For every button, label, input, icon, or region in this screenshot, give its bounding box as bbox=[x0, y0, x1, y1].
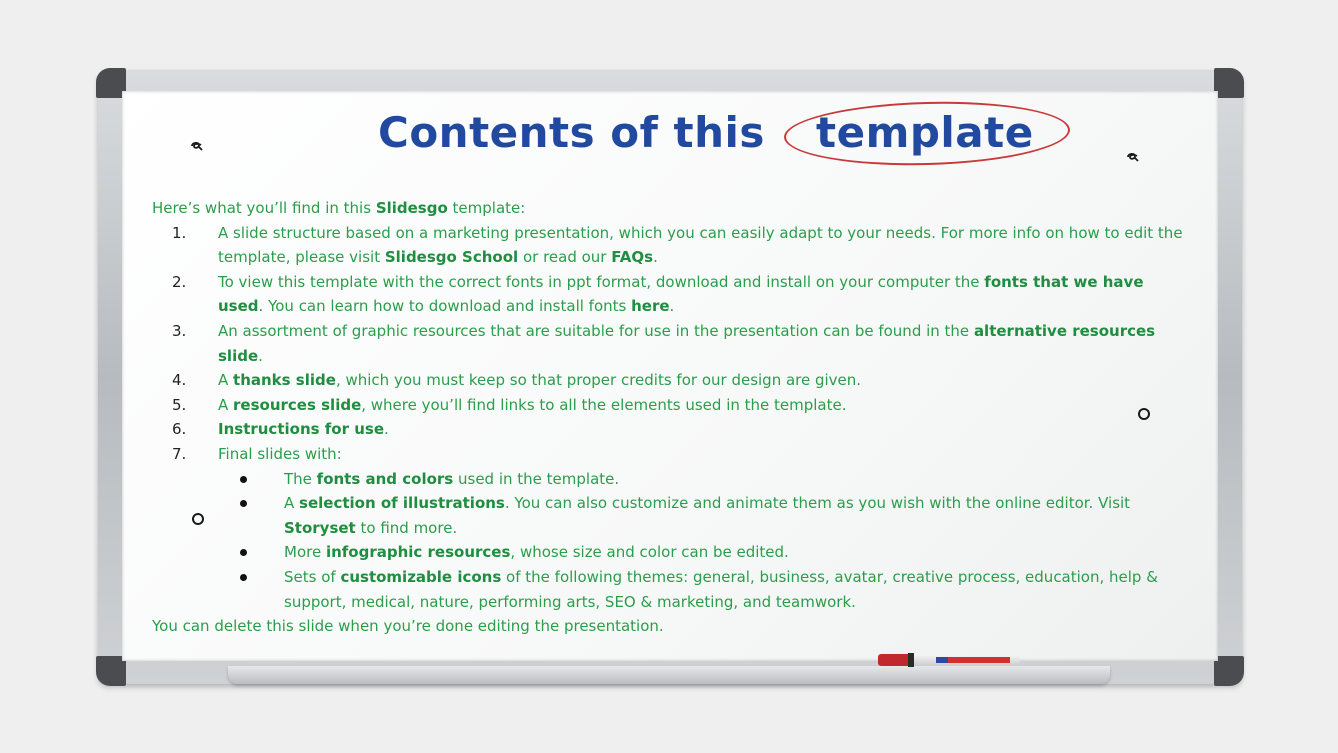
list-item bbox=[152, 417, 1192, 442]
text: . bbox=[258, 346, 263, 365]
text: . You can learn how to download and install fonts bbox=[258, 297, 632, 316]
sub-list-item bbox=[218, 491, 1192, 540]
outro-text: You can delete this slide when you’re done editing the presentation. bbox=[152, 617, 664, 636]
list-item-number: 2. bbox=[172, 272, 187, 291]
list-item-number: 6. bbox=[172, 420, 187, 439]
title-highlight bbox=[786, 108, 1064, 157]
list-item bbox=[152, 393, 1192, 418]
text: A bbox=[218, 371, 234, 390]
text: of the following themes: general, business, avatar, creative process, education, help & support, medical, nature, performing arts, SEO & marketing, and teamwork. bbox=[284, 567, 1158, 611]
title-highlight-text: template bbox=[816, 108, 1034, 157]
intro-after: template: bbox=[447, 199, 526, 217]
bullet-icon bbox=[240, 574, 247, 581]
intro-before: Here’s what you’ll find in this bbox=[152, 199, 376, 217]
bold-text[interactable]: alternative resources slide bbox=[218, 321, 1156, 365]
bold-text[interactable]: resources slide bbox=[233, 395, 362, 414]
text: , whose size and color can be edited. bbox=[510, 543, 789, 562]
bold-text[interactable]: infographic resources bbox=[325, 543, 511, 562]
list-item bbox=[152, 221, 1192, 270]
bullet-icon bbox=[240, 476, 247, 483]
list-item bbox=[152, 368, 1192, 393]
text: . bbox=[384, 420, 389, 439]
text: To view this template with the correct fonts in ppt format, download and install on your computer the bbox=[218, 272, 985, 291]
bold-text[interactable]: fonts that we have used bbox=[218, 272, 1144, 316]
bold-text[interactable]: customizable icons bbox=[340, 567, 502, 586]
bullet-icon bbox=[240, 500, 247, 507]
list-item bbox=[152, 319, 1192, 368]
intro-brand: Slidesgo bbox=[375, 199, 448, 217]
text: used in the template. bbox=[453, 469, 620, 488]
bullet-icon bbox=[240, 549, 247, 556]
text: A bbox=[218, 395, 234, 414]
sub-list-item bbox=[218, 565, 1192, 614]
text: , where you’ll find links to all the elements used in the template. bbox=[361, 395, 847, 414]
text: . You can also customize and animate them as you wish with the online editor. Visit bbox=[504, 494, 1131, 513]
page-title bbox=[378, 108, 1034, 168]
text: or read our bbox=[518, 248, 612, 267]
sub-list bbox=[218, 467, 1192, 615]
list-item-number: 7. bbox=[172, 444, 187, 463]
whiteboard-tray bbox=[228, 666, 1110, 684]
bold-text[interactable]: Instructions for use bbox=[218, 420, 385, 439]
intro-text bbox=[152, 196, 1192, 221]
bold-text[interactable]: selection of illustrations bbox=[299, 494, 505, 513]
bold-text[interactable]: FAQs bbox=[611, 248, 654, 267]
bold-text[interactable]: Slidesgo School bbox=[384, 248, 519, 267]
text: An assortment of graphic resources that are suitable for use in the presentation can be found in the bbox=[218, 321, 974, 340]
frame-corner bbox=[1214, 656, 1244, 686]
text: More bbox=[284, 543, 326, 562]
text: The bbox=[284, 469, 317, 488]
sub-list-item bbox=[218, 467, 1192, 492]
marker-icon bbox=[878, 653, 1020, 667]
text: Sets of bbox=[284, 567, 341, 586]
frame-corner bbox=[1214, 68, 1244, 98]
text: to find more. bbox=[355, 518, 458, 537]
text: . bbox=[669, 297, 675, 316]
list-item-number: 4. bbox=[172, 371, 187, 390]
list-item-number: 5. bbox=[172, 395, 187, 414]
scribble-icon bbox=[1126, 151, 1140, 163]
bold-text[interactable]: here bbox=[631, 297, 670, 316]
text: A slide structure based on a marketing presentation, which you can easily adapt to your needs. For more info on how to edit the template, please visit bbox=[218, 223, 1183, 267]
sub-list-item bbox=[218, 540, 1192, 565]
bold-text[interactable]: Storyset bbox=[284, 518, 356, 537]
text: A bbox=[284, 494, 300, 513]
bold-text[interactable]: thanks slide bbox=[233, 371, 336, 390]
scribble-icon bbox=[190, 140, 204, 152]
title-prefix: Contents of this bbox=[378, 108, 765, 157]
list-item bbox=[152, 270, 1192, 319]
list-item-number: 1. bbox=[172, 223, 187, 242]
list-item bbox=[152, 442, 1192, 614]
list-item-number: 3. bbox=[172, 321, 187, 340]
text: Final slides with: bbox=[218, 444, 342, 463]
contents-list bbox=[152, 221, 1192, 615]
text: , which you must keep so that proper credits for our design are given. bbox=[335, 371, 862, 390]
slide-content bbox=[152, 196, 1192, 639]
text: . bbox=[653, 248, 658, 267]
bold-text[interactable]: fonts and colors bbox=[316, 469, 454, 488]
